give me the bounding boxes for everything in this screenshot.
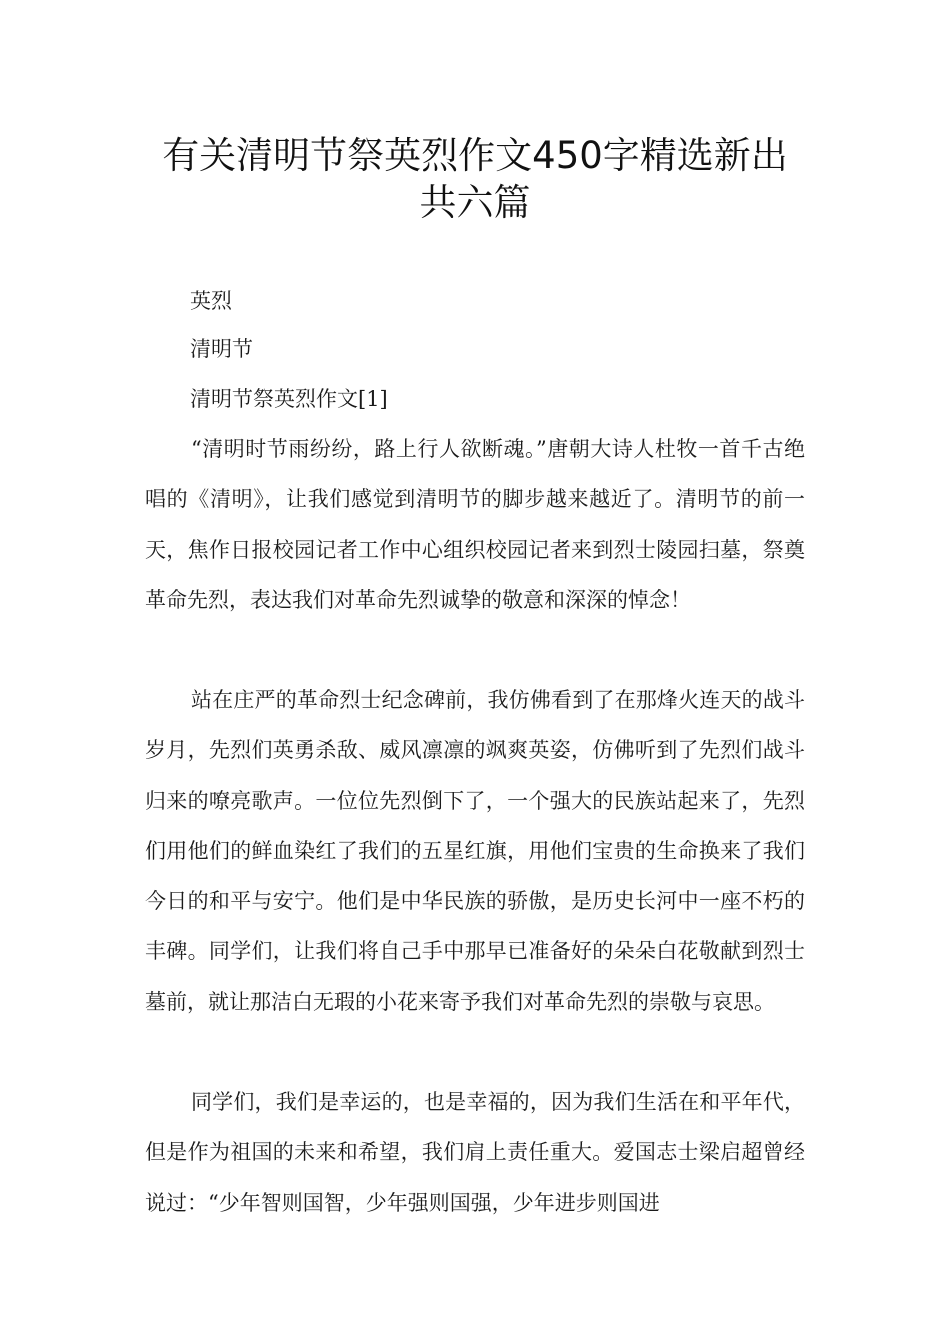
keyword-1: 英烈	[190, 289, 232, 313]
keyword-2: 清明节	[190, 337, 253, 361]
paragraph-2: 站在庄严的革命烈士纪念碑前，我仿佛看到了在那烽火连天的战斗岁月，先烈们英勇杀敌、威风凛凛的飒爽英姿，仿佛听到了先烈们战斗归来的嘹亮歌声。一位位先烈倒下了，一个强大的民族站起来了，先烈们用他们的鲜血染红了我们的五星红旗，用他们宝贵的生命换来了我们今日的和平与安宁。他们是中华民族的骄傲，是历史长河中一座不朽的丰碑。同学们，让我们将自己手中那早已准备好的朵朵白花敬献到烈士墓前，就让那洁白无瑕的小花来寄予我们对革命先烈的崇敬与哀思。	[145, 688, 805, 1014]
document-title-line-1: 有关清明节祭英烈作文450字精选新出	[162, 134, 788, 177]
document-title-line-2: 共六篇	[419, 181, 531, 224]
paragraph-1: “清明时节雨纷纷，路上行人欲断魂。”唐朝大诗人杜牧一首千古绝唱的《清明》，让我们感觉到清明节的脚步越来越近了。清明节的前一天，焦作日报校园记者工作中心组织校园记者来到烈士陵园扫墓，祭奠革命先烈，表达我们对革命先烈诚挚的敬意和深深的悼念！	[145, 437, 805, 612]
paragraph-3: 同学们，我们是幸运的，也是幸福的，因为我们生活在和平年代，但是作为祖国的未来和希望，我们肩上责任重大。爱国志士梁启超曾经说过：“少年智则国智，少年强则国强，少年进步则国进	[145, 1090, 805, 1215]
section-heading: 清明节祭英烈作文[1]	[190, 387, 388, 411]
